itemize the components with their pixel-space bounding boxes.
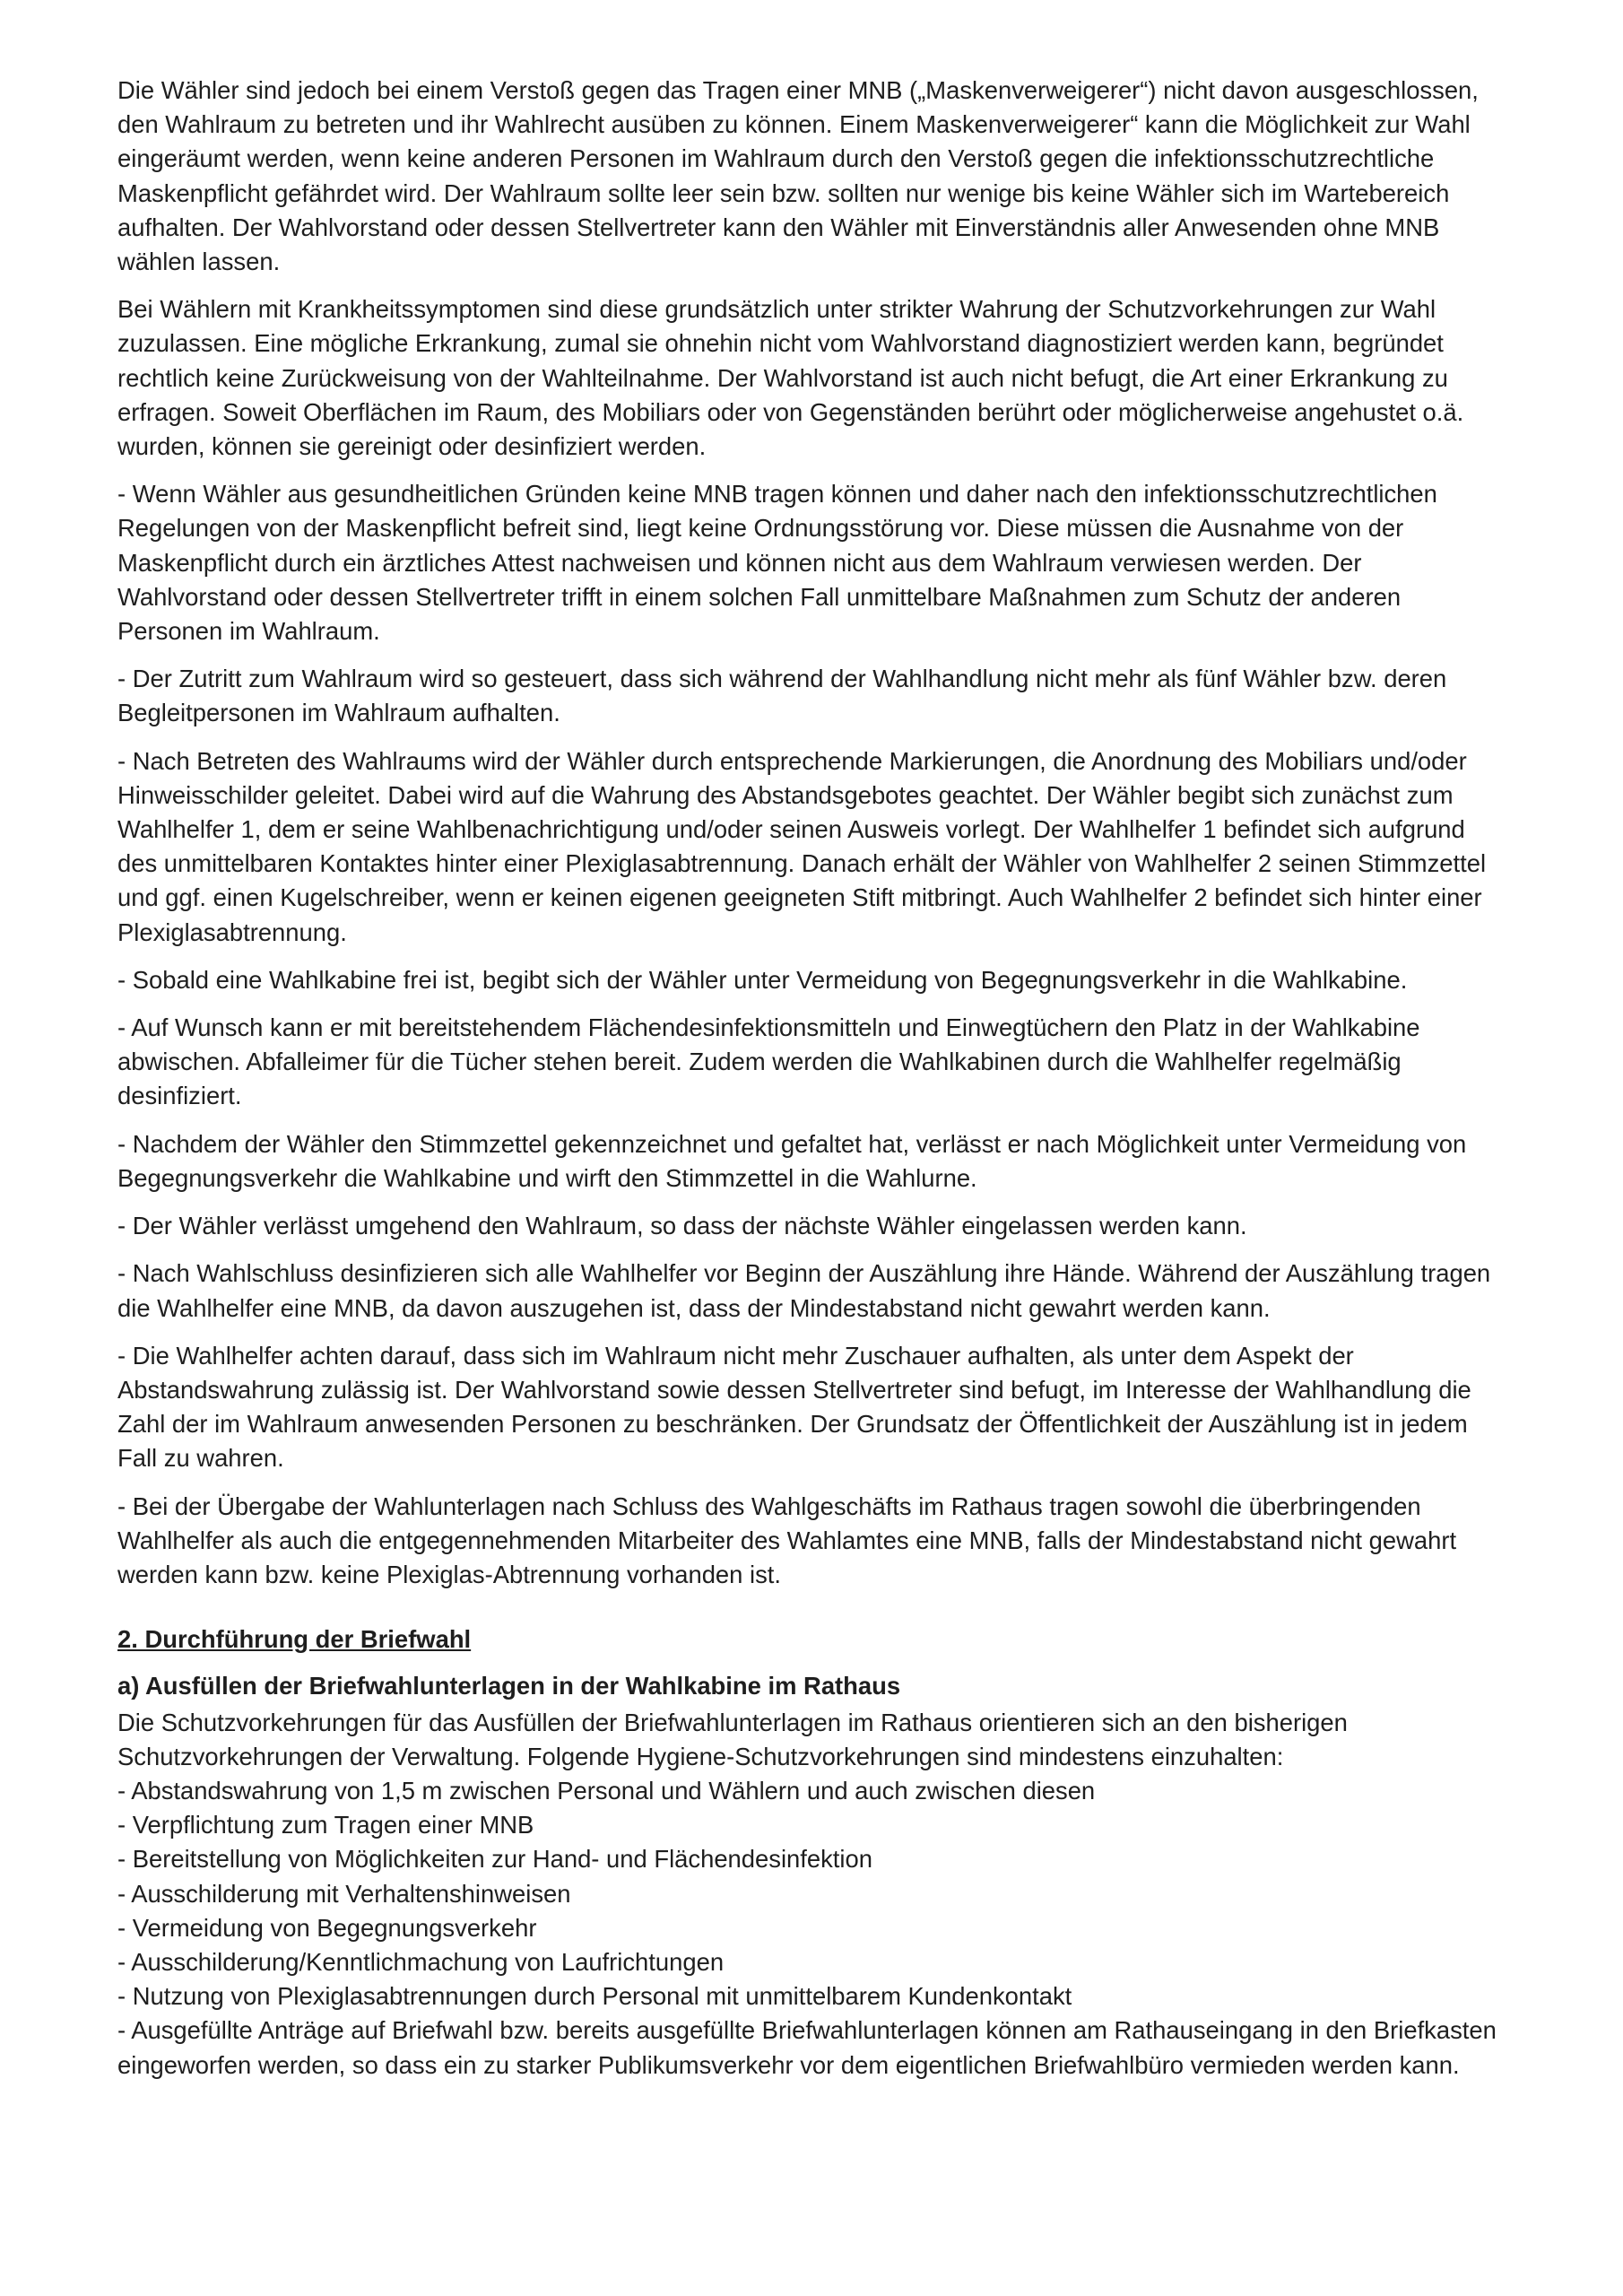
paragraph-leaving-room: - Der Wähler verlässt umgehend den Wahlraum, so dass der nächste Wähler eingelassen werden kann.: [117, 1212, 1247, 1240]
list-item: - Nutzung von Plexiglasabtrennungen durch Personal mit unmittelbarem Kundenkontakt: [117, 1982, 1072, 2011]
paragraph-handover: - Bei der Übergabe der Wahlunterlagen nach Schluss des Wahlgeschäfts im Rathaus tragen sowohl die überbringenden Wahlhelfer als auch die entgegennehmenden Mitarbeiter des Wahlamtes eine MNB, falls der Mindestabstand nicht gewahrt werden kann bzw. keine Plexiglas-Abtrennung vorhanden ist.: [117, 1492, 1457, 1588]
paragraph-mask-refusers: Die Wähler sind jedoch bei einem Verstoß gegen das Tragen einer MNB („Maskenverweigerer“) nicht davon ausgeschlossen, den Wahlraum zu betreten und ihr Wahlrecht ausüben zu können. Einem Maskenverweigerer“ kann die Möglichkeit zur Wahl eingeräumt werden, wenn keine anderen Personen im Wahlraum durch den Verstoß gegen die infektionsschutzrechtliche Maskenpflicht gefährdet wird. Der Wahlraum sollte leer sein bzw. sollten nur wenige bis keine Wähler sich im Wartebereich aufhalten. Der Wahlvorstand oder dessen Stellvertreter kann den Wähler mit Einverständnis aller Anwesenden ohne MNB wählen lassen.: [117, 76, 1479, 276]
paragraph-counting: - Nach Wahlschluss desinfizieren sich alle Wahlhelfer vor Beginn der Auszählung ihre Hände. Während der Auszählung tragen die Wahlhelfer eine MNB, da davon auszugehen ist, dass der Mindestabstand nicht gewahrt werden kann.: [117, 1259, 1491, 1322]
paragraph-symptomatic-voters: Bei Wählern mit Krankheitssymptomen sind diese grundsätzlich unter strikter Wahrung der Schutzvorkehrungen zur Wahl zuzulassen. Eine mögliche Erkrankung, zumal sie ohnehin nicht vom Wahlvorstand diagnostiziert werden kann, begründet rechtlich keine Zurückweisung von der Wahlteilnahme. Der Wahlvorstand ist auch nicht befugt, die Art einer Erkrankung zu erfragen. Soweit Oberflächen im Raum, des Mobiliars oder von Gegenständen berührt oder möglicherweise angehustet o.ä. wurden, können sie gereinigt oder desinfiziert werden.: [117, 295, 1464, 461]
list-item: - Ausgefüllte Anträge auf Briefwahl bzw. bereits ausgefüllte Briefwahlunterlagen können am Rathauseingang in den Briefkasten eingeworfen werden, so dass ein zu starker Publikumsverkehr vor dem eigentlichen Briefwahlbüro vermieden werden kann.: [117, 2016, 1497, 2079]
section-heading-briefwahl: 2. Durchführung der Briefwahl: [117, 1625, 472, 1654]
paragraph-spectators: - Die Wahlhelfer achten darauf, dass sich im Wahlraum nicht mehr Zuschauer aufhalten, als unter dem Aspekt der Abstandswahrung zulässig ist. Der Wahlvorstand sowie dessen Stellvertreter sind befugt, im Interesse der Wahlhandlung die Zahl der im Wahlraum anwesenden Personen zu beschränken. Der Grundsatz der Öffentlichkeit der Auszählung ist in jedem Fall zu wahren.: [117, 1341, 1471, 1473]
list-item: - Ausschilderung mit Verhaltenshinweisen: [117, 1879, 571, 1908]
paragraph-ballot-box: - Nachdem der Wähler den Stimmzettel gekennzeichnet und gefaltet hat, verlässt er nach Möglichkeit unter Vermeidung von Begegnungsverkehr die Wahlkabine und wirft den Stimmzettel in die Wahlurne.: [117, 1129, 1467, 1192]
list-item: - Abstandswahrung von 1,5 m zwischen Personal und Wählern und auch zwischen diesen: [117, 1776, 1096, 1805]
paragraph-voting-booth: - Sobald eine Wahlkabine frei ist, begibt sich der Wähler unter Vermeidung von Begegnungsverkehr in die Wahlkabine.: [117, 965, 1408, 994]
list-item: - Bereitstellung von Möglichkeiten zur Hand- und Flächendesinfektion: [117, 1845, 872, 1874]
list-item: - Ausschilderung/Kenntlichmachung von Laufrichtungen: [117, 1947, 725, 1976]
document-page: [117, 74, 1498, 2083]
paragraph-briefwahl-intro: Die Schutzvorkehrungen für das Ausfüllen der Briefwahlunterlagen im Rathaus orientieren sich an den bisherigen Schutzvorkehrungen der Verwaltung. Folgende Hygiene-Schutzvorkehrungen sind mindestens einzuhalten:: [117, 1708, 1348, 1770]
list-item: - Vermeidung von Begegnungsverkehr: [117, 1913, 537, 1942]
subheading-wahlkabine-rathaus: a) Ausfüllen der Briefwahlunterlagen in der Wahlkabine im Rathaus: [117, 1672, 901, 1700]
paragraph-booth-disinfection: - Auf Wunsch kann er mit bereitstehendem Flächendesinfektionsmitteln und Einwegtüchern den Platz in der Wahlkabine abwischen. Abfalleimer für die Tücher stehen bereit. Zudem werden die Wahlkabinen durch die Wahlhelfer regelmäßig desinfiziert.: [117, 1013, 1420, 1110]
hygiene-measures-list: [117, 1774, 1498, 2083]
paragraph-access-control: - Der Zutritt zum Wahlraum wird so gesteuert, dass sich während der Wahlhandlung nicht mehr als fünf Wähler bzw. deren Begleitpersonen im Wahlraum aufhalten.: [117, 665, 1447, 727]
paragraph-entering-polling-room: - Nach Betreten des Wahlraums wird der Wähler durch entsprechende Markierungen, die Anordnung des Mobiliars und/oder Hinweisschilder geleitet. Dabei wird auf die Wahrung des Abstandsgebotes geachtet. Der Wähler begibt sich zunächst zum Wahlhelfer 1, dem er seine Wahlbenachrichtigung und/oder seinen Ausweis vorlegt. Der Wahlhelfer 1 befindet sich aufgrund des unmittelbaren Kontaktes hinter einer Plexiglasabtrennung. Danach erhält der Wähler von Wahlhelfer 2 seinen Stimmzettel und ggf. einen Kugelschreiber, wenn er keinen eigenen geeigneten Stift mitbringt. Auch Wahlhelfer 2 befindet sich hinter einer Plexiglasabtrennung.: [117, 746, 1487, 946]
paragraph-medical-exemption: - Wenn Wähler aus gesundheitlichen Gründen keine MNB tragen können und daher nach den infektionsschutzrechtlichen Regelungen von der Maskenpflicht befreit sind, liegt keine Ordnungsstörung vor. Diese müssen die Ausnahme von der Maskenpflicht durch ein ärztliches Attest nachweisen und können nicht aus dem Wahlraum verwiesen werden. Der Wahlvorstand oder dessen Stellvertreter trifft in einem solchen Fall unmittelbare Maßnahmen zum Schutz der anderen Personen im Wahlraum.: [117, 480, 1437, 646]
list-item: - Verpflichtung zum Tragen einer MNB: [117, 1811, 534, 1839]
